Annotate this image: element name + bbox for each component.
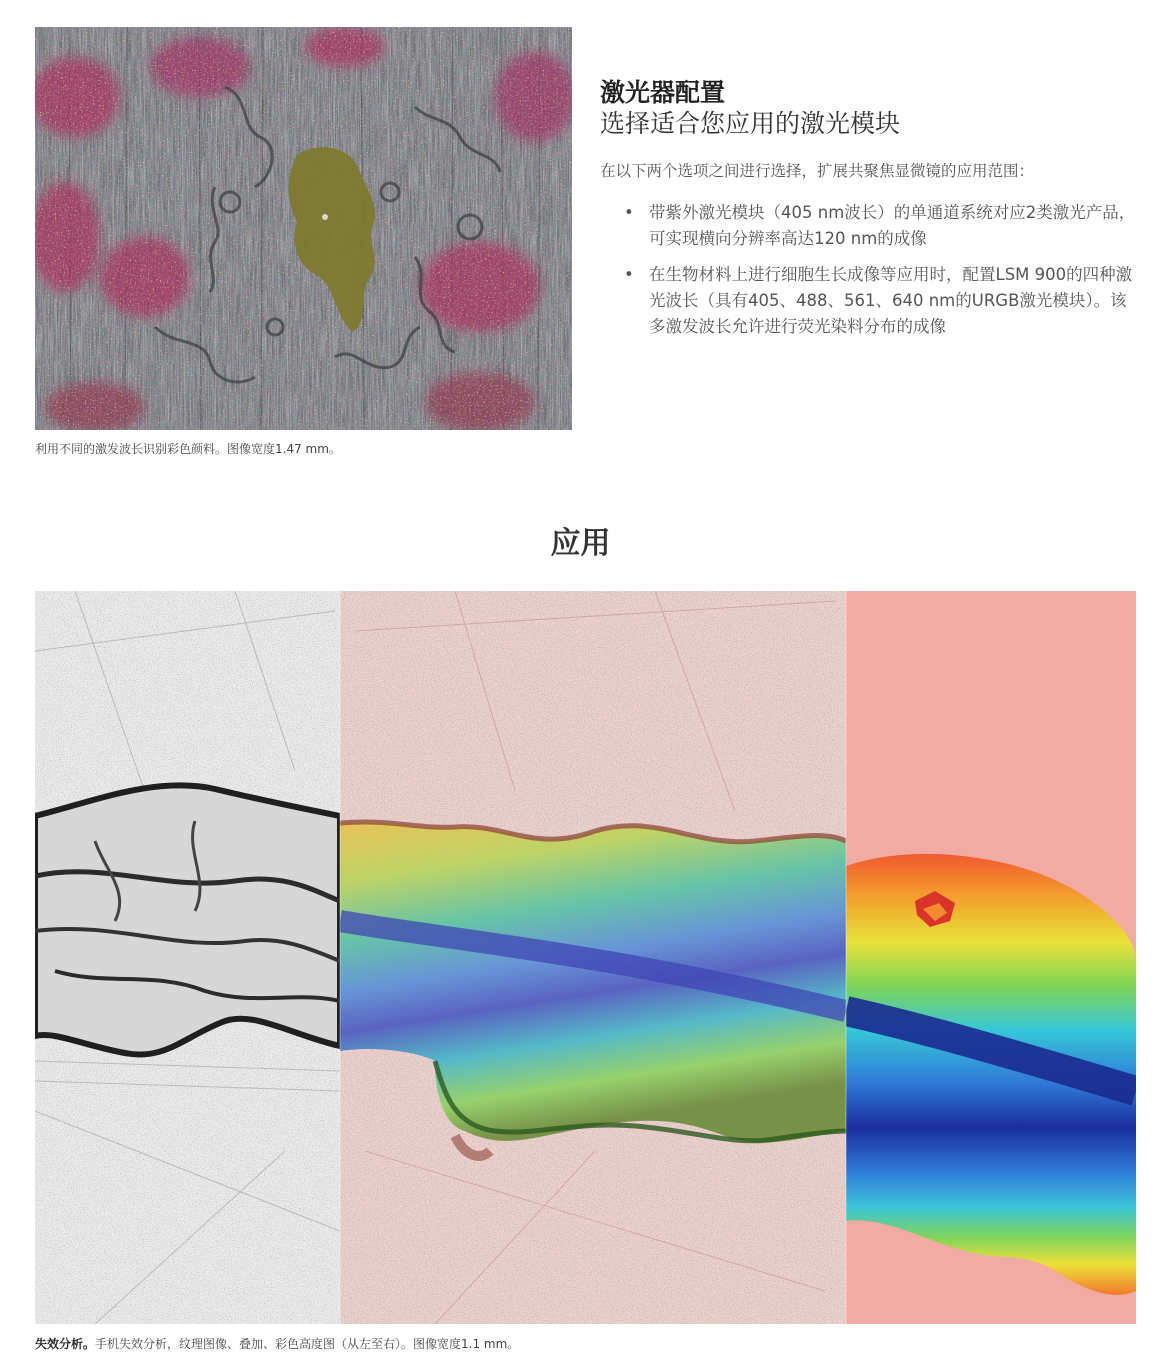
caption-bold-label: 失效分析。: [35, 1337, 96, 1351]
pigment-micrograph-drawing: [35, 27, 572, 430]
laser-option-list: [600, 200, 1140, 340]
laser-config-section: [600, 78, 1140, 350]
failure-analysis-drawing: [35, 591, 1136, 1324]
caption-text: 手机失效分析，纹理图像、叠加、彩色高度图（从左至右）。图像宽度1.1 mm。: [95, 1337, 520, 1351]
laser-option-urgb: • 在生物材料上进行细胞生长成像等应用时，配置LSM 900的四种激光波长（具有405、488、561、640 nm的URGB激光模块）。该多激发波长允许进行荧光染料分布的成像: [624, 262, 1140, 340]
laser-config-intro: 在以下两个选项之间进行选择，扩展共聚焦显微镜的应用范围：: [600, 162, 1035, 180]
laser-option-uv: • 带紫外激光模块（405 nm波长）的单通道系统对应2类激光产品，可实现横向分辨率高达120 nm的成像: [624, 200, 1140, 252]
laser-config-subtitle: 选择适合您应用的激光模块: [600, 109, 901, 138]
bottom-figure-caption: [35, 1335, 519, 1352]
failure-analysis-image: [35, 591, 1136, 1324]
laser-config-title: 激光器配置: [600, 78, 726, 107]
applications-heading: 应用: [550, 526, 611, 561]
pigment-micrograph: [35, 27, 572, 430]
top-figure-caption: 利用不同的激发波长识别彩色颜料。图像宽度1.47 mm。: [35, 442, 341, 456]
